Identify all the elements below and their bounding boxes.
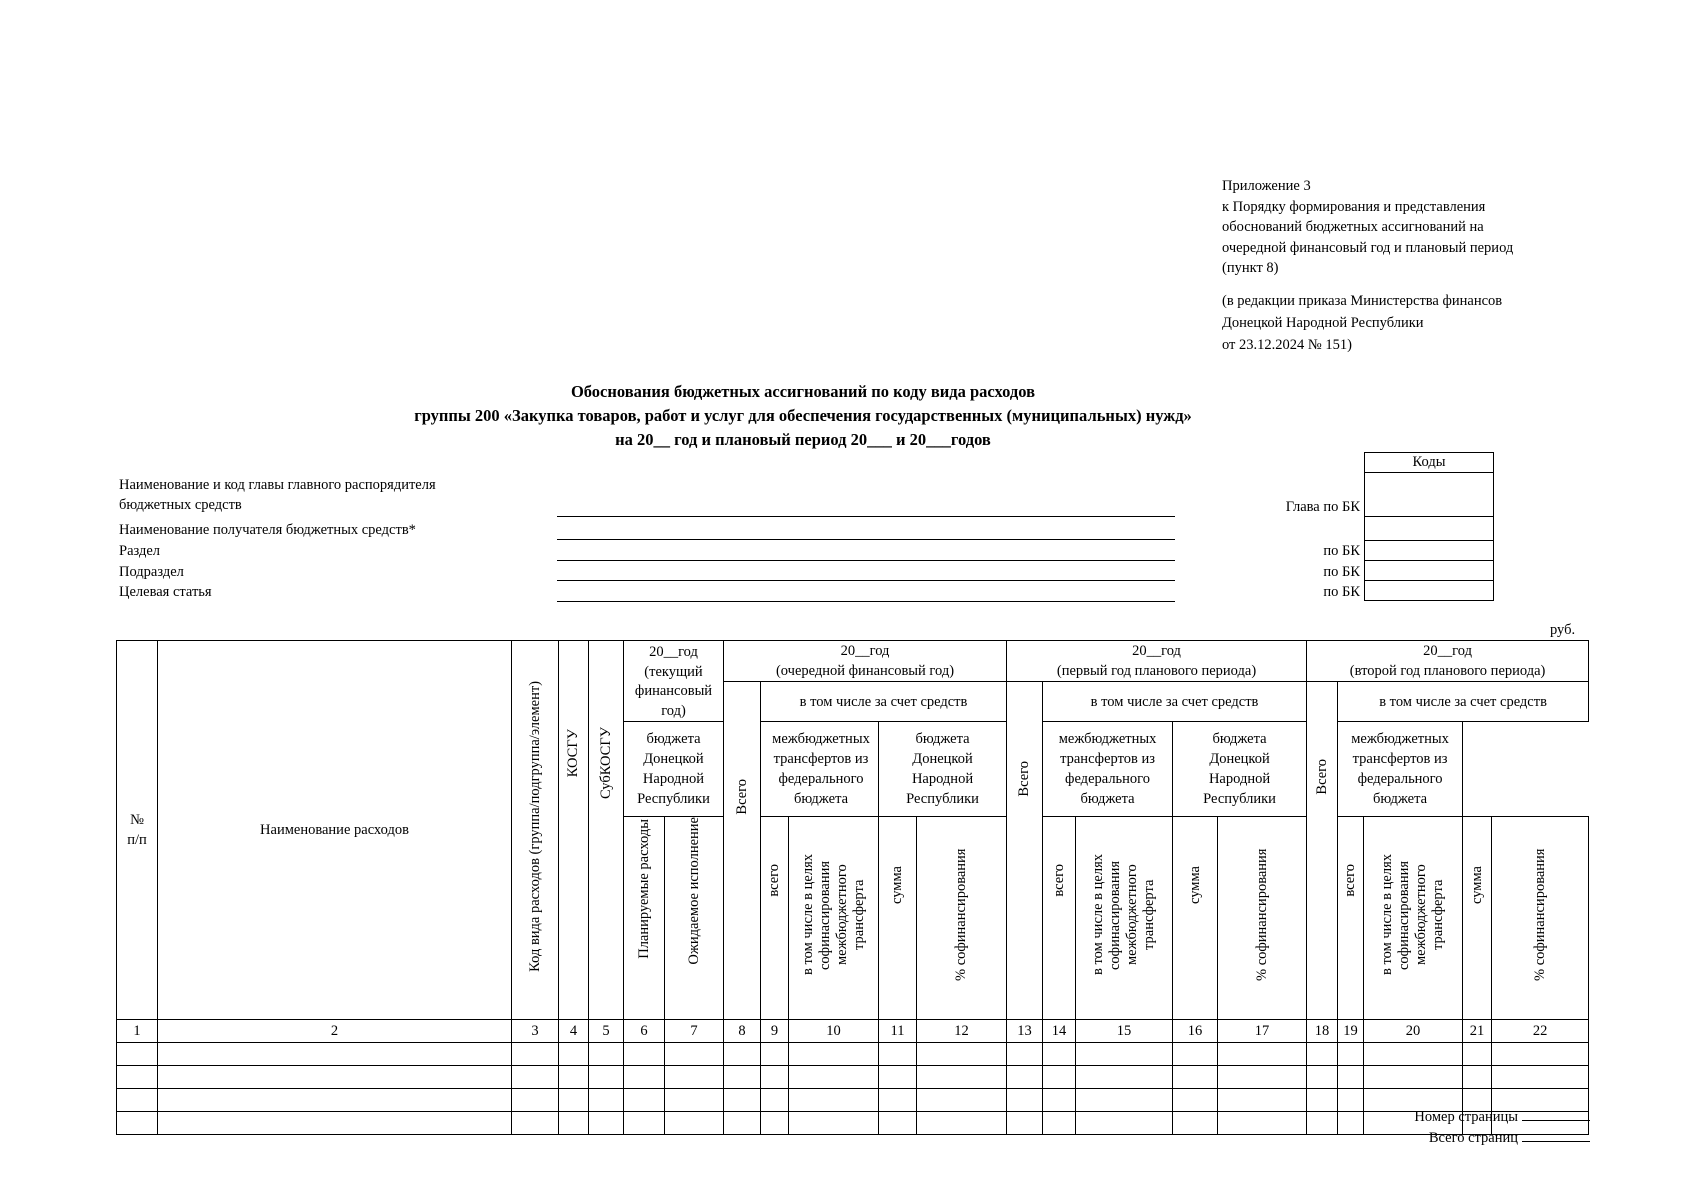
- header-expected: [665, 817, 724, 1020]
- page-number-line[interactable]: [1522, 1108, 1590, 1121]
- table-cell[interactable]: [1338, 1042, 1364, 1065]
- edition-line: (в редакции приказа Министерства финансов: [1222, 292, 1503, 309]
- field-label-section: Раздел: [119, 543, 161, 559]
- table-cell[interactable]: [665, 1065, 724, 1088]
- column-number: 1: [117, 1019, 158, 1042]
- table-cell[interactable]: [917, 1088, 1007, 1111]
- edition-line: Донецкой Народной Республики: [1222, 314, 1424, 331]
- table-cell[interactable]: [559, 1042, 589, 1065]
- table-cell[interactable]: [624, 1042, 665, 1065]
- table-cell[interactable]: [761, 1088, 789, 1111]
- column-number: 18: [1307, 1019, 1338, 1042]
- table-row: [117, 1065, 1589, 1088]
- header-sub-total-2: [1043, 817, 1076, 1020]
- appropriations-table: [116, 640, 1589, 1135]
- column-number: 14: [1043, 1019, 1076, 1042]
- currency-unit: руб.: [1550, 622, 1576, 638]
- code-cell-chief[interactable]: [1365, 473, 1494, 517]
- column-number: 9: [761, 1019, 789, 1042]
- header-planned-text: Планируемые расходы: [635, 818, 652, 959]
- table-cell[interactable]: [724, 1065, 761, 1088]
- bk-label-chief: Глава по БК: [1285, 499, 1360, 515]
- sub-total-text: всего: [766, 864, 782, 898]
- sub-pct-text: % софинансирования: [953, 848, 970, 982]
- header-sub-sum-1: [879, 817, 917, 1020]
- sub-cofin-text: в том числе в целях софинасирования межбюджетного трансферта: [1090, 854, 1158, 976]
- code-cell-subsection[interactable]: [1365, 561, 1494, 581]
- header-federal-text: межбюджетных трансфертов из федерального бюджета: [1058, 731, 1157, 807]
- table-cell[interactable]: [789, 1111, 879, 1134]
- field-line-section[interactable]: [557, 560, 1175, 561]
- header-including-2: в том числе за счет средств: [1043, 682, 1307, 722]
- title-line: на 20__ год и плановый период 20___ и 20___годов: [615, 430, 991, 449]
- header-sub-cofin-1: [789, 817, 879, 1020]
- header-sub-pct-2: [1218, 817, 1307, 1020]
- title-line: Обоснования бюджетных ассигнований по коду вида расходов: [570, 382, 1036, 401]
- header-kvr-text: Код вида расходов (группа/подгруппа/элемент): [526, 681, 543, 973]
- table-cell[interactable]: [1307, 1042, 1338, 1065]
- header-current-year-text: 20__год (текущий финансовый год): [634, 644, 713, 719]
- header-sub-total-3: [1338, 817, 1364, 1020]
- table-cell[interactable]: [158, 1065, 512, 1088]
- table-cell[interactable]: [879, 1088, 917, 1111]
- document-title: [200, 380, 1406, 452]
- header-sub-pct-1: [917, 817, 1007, 1020]
- code-cell-section[interactable]: [1365, 541, 1494, 561]
- table-cell[interactable]: [1173, 1088, 1218, 1111]
- header-num-text: № п/п: [127, 811, 147, 848]
- column-number: 6: [624, 1019, 665, 1042]
- table-cell[interactable]: [1173, 1042, 1218, 1065]
- appendix-line: Приложение 3: [1222, 178, 1311, 194]
- table-cell[interactable]: [761, 1111, 789, 1134]
- table-cell[interactable]: [1007, 1065, 1043, 1088]
- table-cell[interactable]: [624, 1088, 665, 1111]
- header-total-text: Всего: [733, 778, 750, 815]
- header-period-3: [1307, 641, 1589, 682]
- period-year: 20__год: [1423, 643, 1472, 659]
- table-cell[interactable]: [789, 1088, 879, 1111]
- column-number: 5: [589, 1019, 624, 1042]
- table-cell[interactable]: [724, 1042, 761, 1065]
- table-cell[interactable]: [1043, 1065, 1076, 1088]
- column-number: 11: [879, 1019, 917, 1042]
- table-cell[interactable]: [589, 1088, 624, 1111]
- table-cell[interactable]: [1173, 1111, 1218, 1134]
- table-cell[interactable]: [761, 1065, 789, 1088]
- header-including-3: в том числе за счет средств: [1338, 682, 1589, 722]
- header-budget-dnr-text: бюджета Донецкой Народной Республики: [637, 731, 710, 807]
- table-cell[interactable]: [512, 1088, 559, 1111]
- table-cell[interactable]: [1492, 1042, 1589, 1065]
- table-cell[interactable]: [158, 1111, 512, 1134]
- table-cell[interactable]: [1076, 1088, 1173, 1111]
- column-number: 2: [158, 1019, 512, 1042]
- table-cell[interactable]: [158, 1042, 512, 1065]
- code-cell-target[interactable]: [1365, 581, 1494, 601]
- sub-cofin-text: в том числе в целях софинасирования межбюджетного трансферта: [799, 854, 867, 976]
- header-federal-text: межбюджетных трансфертов из федерального бюджета: [1351, 731, 1449, 807]
- sub-pct-text: % софинансирования: [1531, 848, 1548, 982]
- field-label-subsection: Подраздел: [119, 564, 184, 580]
- header-total-2: [1007, 682, 1043, 1020]
- header-subkosgu: [589, 641, 624, 1020]
- column-number: 21: [1463, 1019, 1492, 1042]
- code-cell-recipient[interactable]: [1365, 517, 1494, 541]
- header-period-1: [724, 641, 1007, 682]
- header-num: [117, 641, 158, 1020]
- column-number: 15: [1076, 1019, 1173, 1042]
- field-line-recipient[interactable]: [557, 539, 1175, 540]
- field-line-chief[interactable]: [557, 516, 1175, 517]
- table-cell[interactable]: [665, 1042, 724, 1065]
- column-number: 17: [1218, 1019, 1307, 1042]
- column-number: 8: [724, 1019, 761, 1042]
- table-cell[interactable]: [1007, 1111, 1043, 1134]
- header-federal-2: [1043, 722, 1173, 817]
- codes-header: Коды: [1365, 453, 1494, 473]
- sub-pct-text: % софинансирования: [1253, 848, 1270, 982]
- table-cell[interactable]: [1364, 1042, 1463, 1065]
- table-cell[interactable]: [761, 1042, 789, 1065]
- table-cell[interactable]: [1364, 1065, 1463, 1088]
- appendix-note: [1222, 176, 1662, 356]
- bk-label-subsection: по БК: [1323, 564, 1360, 580]
- table-cell[interactable]: [1463, 1065, 1492, 1088]
- header-sub-pct-3: [1492, 817, 1589, 1020]
- period-desc: (второй год планового периода): [1349, 663, 1546, 679]
- bk-label-section: по БК: [1323, 543, 1360, 559]
- table-cell[interactable]: [917, 1111, 1007, 1134]
- table-cell[interactable]: [917, 1042, 1007, 1065]
- table-cell[interactable]: [117, 1042, 158, 1065]
- table-cell[interactable]: [1076, 1111, 1173, 1134]
- table-cell[interactable]: [1218, 1042, 1307, 1065]
- header-sub-total-1: [761, 817, 789, 1020]
- table-cell[interactable]: [789, 1042, 879, 1065]
- column-number-row: [117, 1019, 1589, 1042]
- table-cell[interactable]: [1492, 1065, 1589, 1088]
- column-number: 13: [1007, 1019, 1043, 1042]
- page-number-label: Номер страницы: [1414, 1109, 1518, 1125]
- table-cell[interactable]: [1043, 1042, 1076, 1065]
- header-total-text: Всего: [1016, 760, 1033, 797]
- table-cell[interactable]: [1007, 1088, 1043, 1111]
- header-kosgu-text: КОСГУ: [565, 728, 581, 777]
- title-line: группы 200 «Закупка товаров, работ и услуг для обеспечения государственных (муниципальных) нужд»: [414, 406, 1192, 425]
- table-cell[interactable]: [624, 1065, 665, 1088]
- table-cell[interactable]: [158, 1088, 512, 1111]
- table-cell[interactable]: [589, 1042, 624, 1065]
- sub-cofin-text: в том числе в целях софинасирования межбюджетного трансферта: [1379, 854, 1447, 976]
- header-federal-text: межбюджетных трансфертов из федерального бюджета: [772, 731, 870, 807]
- sub-sum-text: сумма: [889, 865, 905, 904]
- column-number: 19: [1338, 1019, 1364, 1042]
- field-label-target: Целевая статья: [119, 584, 212, 600]
- header-name: Наименование расходов: [158, 641, 512, 1020]
- table-cell[interactable]: [1043, 1111, 1076, 1134]
- table-cell[interactable]: [559, 1111, 589, 1134]
- edition-line: от 23.12.2024 № 151): [1222, 336, 1352, 353]
- sub-total-text: всего: [1050, 864, 1067, 898]
- header-total-1: [724, 682, 761, 1020]
- column-number: 10: [789, 1019, 879, 1042]
- header-total-3: [1307, 682, 1338, 1020]
- table-cell[interactable]: [1463, 1042, 1492, 1065]
- table-cell[interactable]: [917, 1065, 1007, 1088]
- appendix-line: очередной финансовый год и плановый период: [1222, 239, 1514, 256]
- table-cell[interactable]: [1338, 1065, 1364, 1088]
- table-cell[interactable]: [1043, 1088, 1076, 1111]
- table-cell[interactable]: [665, 1111, 724, 1134]
- column-number: 4: [559, 1019, 589, 1042]
- appendix-line: к Порядку формирования и представления: [1222, 198, 1486, 215]
- sub-total-text: всего: [1342, 864, 1359, 898]
- table-cell[interactable]: [789, 1065, 879, 1088]
- appendix-line: (пункт 8): [1222, 260, 1279, 276]
- table-cell[interactable]: [1173, 1065, 1218, 1088]
- period-year: 20__год: [1132, 643, 1181, 659]
- appendix-line: обоснований бюджетных ассигнований на: [1222, 219, 1484, 235]
- field-label-chief-2: бюджетных средств: [119, 497, 242, 513]
- column-number: 3: [512, 1019, 559, 1042]
- header-budget-dnr-1: [624, 722, 724, 817]
- period-year: 20__год: [840, 643, 890, 659]
- header-budget-dnr-3: [1173, 722, 1307, 817]
- table-cell[interactable]: [665, 1088, 724, 1111]
- header-total-text: Всего: [1313, 758, 1330, 795]
- header-federal-3: [1338, 722, 1463, 817]
- column-number: 20: [1364, 1019, 1463, 1042]
- header-expected-text: Ожидаемое исполнение: [685, 817, 702, 965]
- header-subkosgu-text: СубКОСГУ: [597, 726, 614, 799]
- table-cell[interactable]: [724, 1088, 761, 1111]
- table-cell[interactable]: [1076, 1065, 1173, 1088]
- spacer: [1222, 279, 1662, 290]
- total-pages-field: [1270, 1128, 1590, 1149]
- header-sub-cofin-2: [1076, 817, 1173, 1020]
- header-sub-sum-2: [1173, 817, 1218, 1020]
- table-cell[interactable]: [512, 1111, 559, 1134]
- table-cell[interactable]: [117, 1088, 158, 1111]
- table-cell[interactable]: [117, 1111, 158, 1134]
- period-desc: (первый год планового периода): [1056, 663, 1257, 679]
- table-cell[interactable]: [559, 1088, 589, 1111]
- header-federal-1: [761, 722, 879, 817]
- table-cell[interactable]: [1218, 1065, 1307, 1088]
- field-line-subsection[interactable]: [557, 580, 1175, 581]
- header-period-2: [1007, 641, 1307, 682]
- header-budget-dnr-text: бюджета Донецкой Народной Республики: [906, 731, 979, 807]
- table-cell[interactable]: [1307, 1065, 1338, 1088]
- table-row: [117, 1042, 1589, 1065]
- column-number: 22: [1492, 1019, 1589, 1042]
- table-cell[interactable]: [624, 1111, 665, 1134]
- bk-label-target: по БК: [1323, 584, 1360, 600]
- page-number-field: [1270, 1107, 1590, 1128]
- sub-sum-text: сумма: [1186, 865, 1203, 904]
- sub-sum-text: сумма: [1468, 865, 1485, 904]
- header-kosgu: [559, 641, 589, 1020]
- field-line-target[interactable]: [557, 601, 1175, 602]
- table-cell[interactable]: [1076, 1042, 1173, 1065]
- table-cell[interactable]: [879, 1042, 917, 1065]
- field-label-recipient: Наименование получателя бюджетных средств*: [119, 522, 416, 538]
- table-cell[interactable]: [1007, 1042, 1043, 1065]
- header-planned: [624, 817, 665, 1020]
- table-cell[interactable]: [589, 1111, 624, 1134]
- header-including-1: в том числе за счет средств: [761, 682, 1007, 722]
- header-sub-sum-3: [1463, 817, 1492, 1020]
- header-budget-dnr-2: [879, 722, 1007, 817]
- header-kvr: [512, 641, 559, 1020]
- table-cell[interactable]: [724, 1111, 761, 1134]
- column-number: 12: [917, 1019, 1007, 1042]
- table-cell[interactable]: [589, 1065, 624, 1088]
- field-label-chief: Наименование и код главы главного распорядителя: [119, 477, 436, 493]
- header-sub-cofin-3: [1364, 817, 1463, 1020]
- total-pages-line[interactable]: [1522, 1129, 1590, 1142]
- table-cell[interactable]: [559, 1065, 589, 1088]
- table-cell[interactable]: [879, 1111, 917, 1134]
- table-cell[interactable]: [879, 1065, 917, 1088]
- total-pages-label: Всего страниц: [1428, 1130, 1518, 1146]
- column-number: 16: [1173, 1019, 1218, 1042]
- table-cell[interactable]: [512, 1042, 559, 1065]
- header-budget-dnr-text: бюджета Донецкой Народной Республики: [1203, 731, 1276, 807]
- table-cell[interactable]: [117, 1065, 158, 1088]
- header-current-year: [624, 641, 724, 722]
- period-desc: (очередной финансовый год): [775, 663, 955, 679]
- table-cell[interactable]: [512, 1065, 559, 1088]
- column-number: 7: [665, 1019, 724, 1042]
- codes-table: [1364, 452, 1494, 601]
